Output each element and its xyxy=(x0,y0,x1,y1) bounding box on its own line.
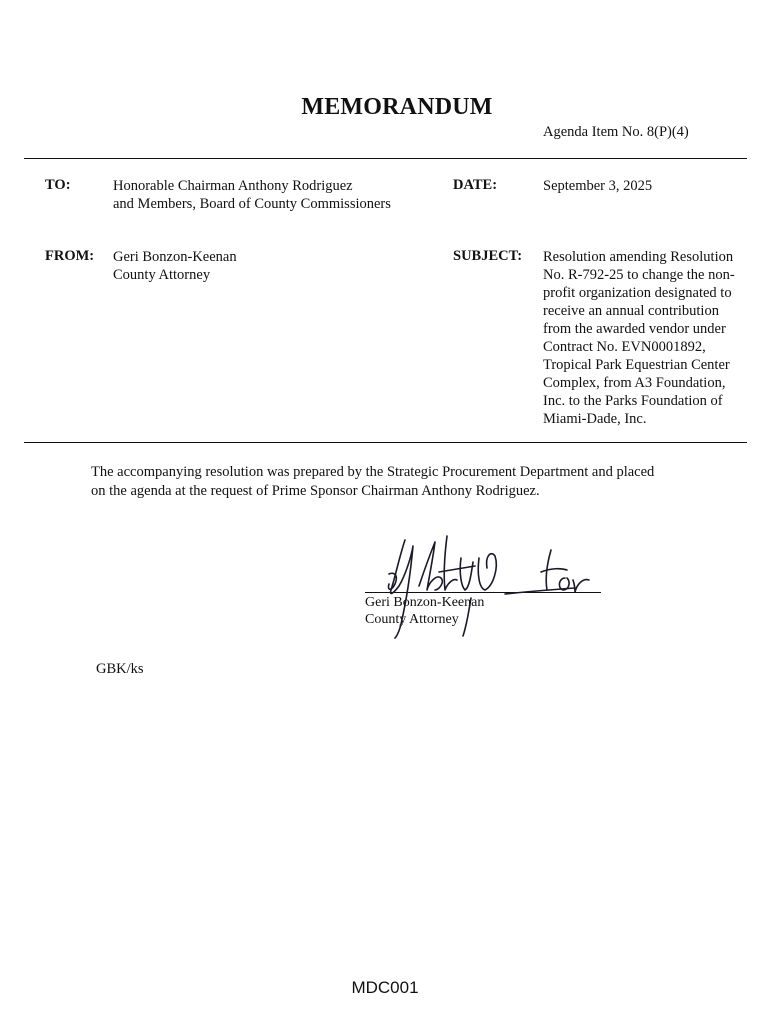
to-label: TO: xyxy=(45,177,71,193)
signatory-name: Geri Bonzon-Keenan xyxy=(365,595,485,610)
page-footer-id: MDC001 xyxy=(351,978,419,997)
subject-line: from the awarded vendor under xyxy=(543,321,726,337)
subject-line: Complex, from A3 Foundation, xyxy=(543,375,726,391)
to-line-1: Honorable Chairman Anthony Rodriguez xyxy=(113,178,353,194)
from-label: FROM: xyxy=(45,248,95,264)
body-line-1: The accompanying resolution was prepared by the Strategic Procurement Department and placed xyxy=(91,464,655,480)
handwritten-signature xyxy=(375,528,615,640)
to-line-2: and Members, Board of County Commissioners xyxy=(113,196,391,212)
date-value: September 3, 2025 xyxy=(543,178,653,194)
date-label: DATE: xyxy=(453,177,498,193)
subject-line: Contract No. EVN0001892, xyxy=(543,339,706,355)
subject-line: Resolution amending Resolution xyxy=(543,249,734,265)
memo-title: MEMORANDUM xyxy=(301,94,493,120)
body-line-2: on the agenda at the request of Prime Sponsor Chairman Anthony Rodriguez. xyxy=(91,483,540,499)
to-recipient xyxy=(113,177,391,213)
subject-line: Miami-Dade, Inc. xyxy=(543,411,647,427)
body-paragraph xyxy=(91,463,711,501)
subject-line: Inc. to the Parks Foundation of xyxy=(543,393,723,409)
typist-initials: GBK/ks xyxy=(96,661,144,677)
from-line-2: County Attorney xyxy=(113,267,211,283)
header-bottom-rule xyxy=(24,442,747,443)
subject-line: receive an annual contribution xyxy=(543,303,719,319)
header-top-rule xyxy=(24,158,747,159)
subject-line: No. R-792-25 to change the non- xyxy=(543,267,735,283)
subject-text xyxy=(543,248,753,428)
signatory-title: County Attorney xyxy=(365,612,459,627)
from-sender xyxy=(113,248,237,284)
subject-line: Tropical Park Equestrian Center xyxy=(543,357,730,373)
subject-line: profit organization designated to xyxy=(543,285,732,301)
from-line-1: Geri Bonzon-Keenan xyxy=(113,249,237,265)
subject-label: SUBJECT: xyxy=(453,248,523,264)
agenda-item-number: Agenda Item No. 8(P)(4) xyxy=(543,124,689,140)
